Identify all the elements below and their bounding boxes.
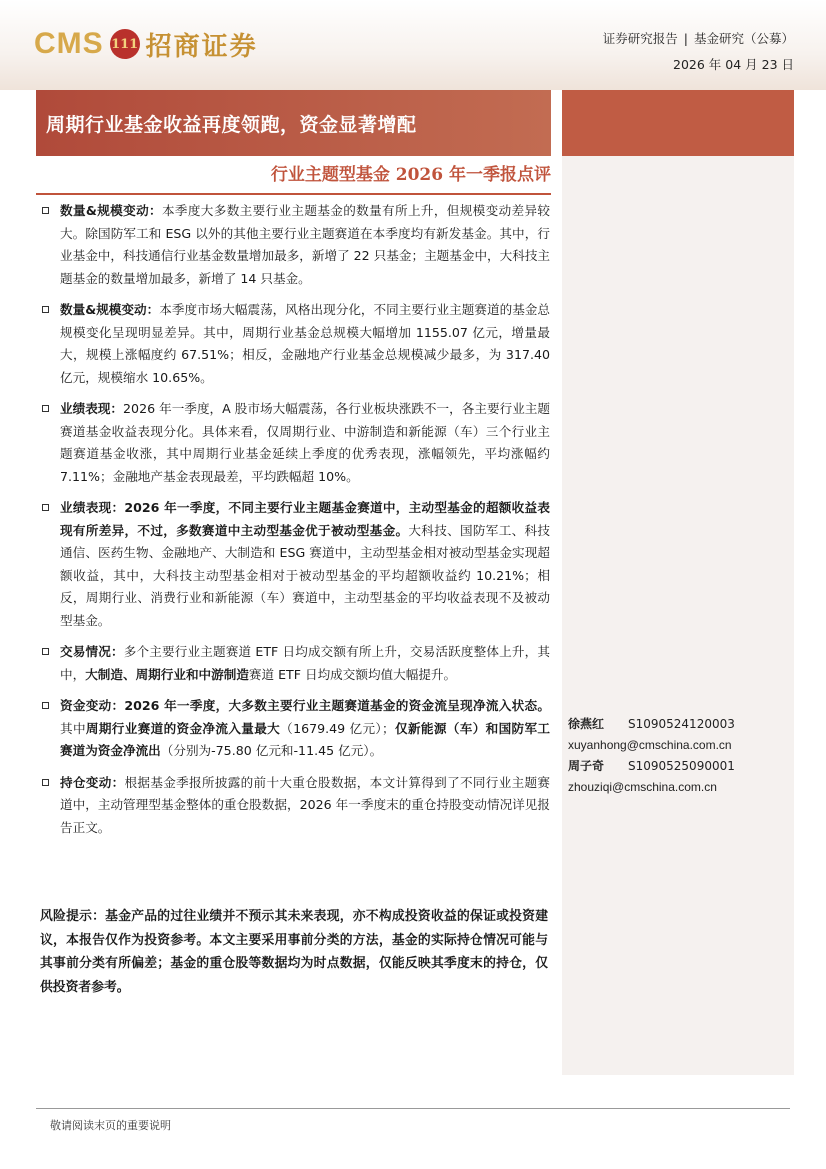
analyst-name: 徐燕红 xyxy=(568,717,605,731)
title-bar xyxy=(36,90,551,156)
bullet-text: 赛道 ETF 日均成交额均值大幅提升。 xyxy=(248,666,457,682)
bullet-text: （1679.49 亿元）； xyxy=(280,720,395,736)
bullet-bold-text: 2026 年一季度，不同主要行业主题基金赛道中，主动型基金的超额收益表现有所差异，不过，多数赛道中主动型基金优于被动型基金。 xyxy=(60,500,551,538)
risk-warning: 风险提示：基金产品的过往业绩并不预示其未来表现，亦不构成投资收益的保证或投资建议，本报告仅作为投资参考。本文主要采用事前分类的方法，基金的实际持仓情况可能与其事前分类有所偏差；基金的重仓股等数据均为时点数据，仅能反映其季度末的持仓，仅供投资者参考。 xyxy=(40,909,548,995)
bullet-text: 本季度市场大幅震荡，风格出现分化，不同主要行业主题赛道的基金总规模变化呈现明显差异。其中，周期行业基金总规模大幅增加 1155.07 亿元，增量最大，规模上涨幅度约 67.51%；相反，金融地产行业基金总规模减少最多，为 317.40 亿元，规模缩水 10.65%。 xyxy=(60,302,550,385)
logo-cms-text: CMS xyxy=(34,27,104,60)
subtitle-divider xyxy=(36,193,551,195)
checkbox-bullet-icon xyxy=(42,504,49,511)
bullet-item xyxy=(40,772,550,840)
page-title: 周期行业基金收益再度领跑，资金显著增配 xyxy=(46,113,417,136)
analyst-cert: S1090525090001 xyxy=(628,759,735,773)
logo-cn-text: 招商证券 xyxy=(145,31,258,62)
analyst-name: 周子奇 xyxy=(568,759,605,773)
bullet-text: 大科技、国防军工、科技通信、医药生物、金融地产、大制造和 ESG 赛道中，主动型基金相对被动型基金实现超额收益，其中，大科技主动型基金相对于被动型基金的平均超额收益约 10.21%；相反，周期行业、消费行业和新能源（车）赛道中，主动型基金的平均收益表现不及被动型基金。 xyxy=(60,522,551,628)
checkbox-bullet-icon xyxy=(42,405,49,412)
bullet-item xyxy=(40,497,550,632)
bullet-item xyxy=(40,200,550,290)
sidebar-panel xyxy=(562,90,794,1075)
bullet-bold-text: 2026 年一季度，大多数主要行业主题赛道基金的资金流呈现净流入状态。 xyxy=(124,698,551,713)
footer-note: 敬请阅读末页的重要说明 xyxy=(50,1119,171,1132)
analyst-list xyxy=(568,714,790,798)
summary-bullets xyxy=(40,200,550,848)
bullet-text: 根据基金季报所披露的前十大重仓股数据，本文计算得到了不同行业主题赛道中，主动管理型基金整体的重仓股数据，2026 年一季度末的重仓持股变动情况详见报告正文。 xyxy=(60,774,551,835)
checkbox-bullet-icon xyxy=(42,306,49,313)
bullet-lead: 数量&规模变动： xyxy=(60,302,160,317)
checkbox-bullet-icon xyxy=(42,702,49,709)
bullet-lead: 数量&规模变动： xyxy=(60,203,162,218)
bullet-bold-text: 仅新能源（车）和国防军工赛道为资金净流出 xyxy=(60,720,551,758)
bullet-lead: 资金变动： xyxy=(60,698,125,713)
bullet-bold-text: 周期行业赛道的资金净流入量最大 xyxy=(85,720,281,736)
page-subtitle: 行业主题型基金 2026 年一季报点评 xyxy=(270,165,551,185)
analyst-email[interactable]: xuyanhong@cmschina.com.cn xyxy=(568,738,732,752)
bullet-text: （分别为-75.80 亿元和-11.45 亿元）。 xyxy=(160,743,383,758)
bullet-text: 其中 xyxy=(60,720,86,736)
bullet-text: 本季度大多数主要行业主题基金的数量有所上升，但规模变动差异较大。除国防军工和 ESG 以外的其他主要行业主题赛道在本季度均有新发基金。其中，行业基金中，科技通信行业基金数量增加最多，新增了 22 只基金；主题基金中，大科技主题基金的数量增加最多，新增了 14 只基金。 xyxy=(60,203,551,286)
report-date: 2026 年 04 月 23 日 xyxy=(673,57,794,72)
bullet-lead: 业绩表现： xyxy=(60,500,125,515)
checkbox-bullet-icon xyxy=(42,207,49,214)
checkbox-bullet-icon xyxy=(42,779,49,786)
bullet-item xyxy=(40,398,550,488)
report-meta: 证券研究报告 | 基金研究（公募） 2026 年 04 月 23 日 xyxy=(603,26,794,78)
sidebar-header-block xyxy=(562,90,794,156)
report-category: 基金研究（公募） xyxy=(693,31,794,46)
footer-divider xyxy=(36,1108,790,1109)
analyst-cert: S1090524120003 xyxy=(628,717,735,731)
bullet-text: 2026 年一季度，A 股市场大幅震荡，各行业板块涨跌不一，各主要行业主题赛道基金收益表现分化。具体来看，仅周期行业、中游制造和新能源（车）三个行业主题赛道基金收涨，其中周期行业基金延续上季度的优秀表现，涨幅领先，平均涨幅约 7.11%；金融地产基金表现最差，平均跌幅超 10%。 xyxy=(60,401,551,484)
bullet-lead: 业绩表现： xyxy=(60,401,124,416)
analyst-row xyxy=(568,756,790,777)
bullet-item xyxy=(40,695,550,763)
bullet-item xyxy=(40,299,550,389)
company-logo xyxy=(34,24,258,64)
checkbox-bullet-icon xyxy=(42,648,49,655)
bullet-text: 多个主要行业主题赛道 ETF 日均成交额有所上升，交易活跃度整体上升，其中， xyxy=(60,644,551,682)
bullet-item xyxy=(40,641,550,686)
bullet-bold-text: 大制造、周期行业和中游制造 xyxy=(85,666,249,682)
report-type: 证券研究报告 xyxy=(602,31,678,46)
analyst-email[interactable]: zhouziqi@cmschina.com.cn xyxy=(568,780,717,794)
bullet-lead: 交易情况： xyxy=(60,644,124,659)
bullet-lead: 持仓变动： xyxy=(60,774,125,790)
logo-badge-icon: 111 xyxy=(110,29,140,59)
analyst-row xyxy=(568,714,790,735)
